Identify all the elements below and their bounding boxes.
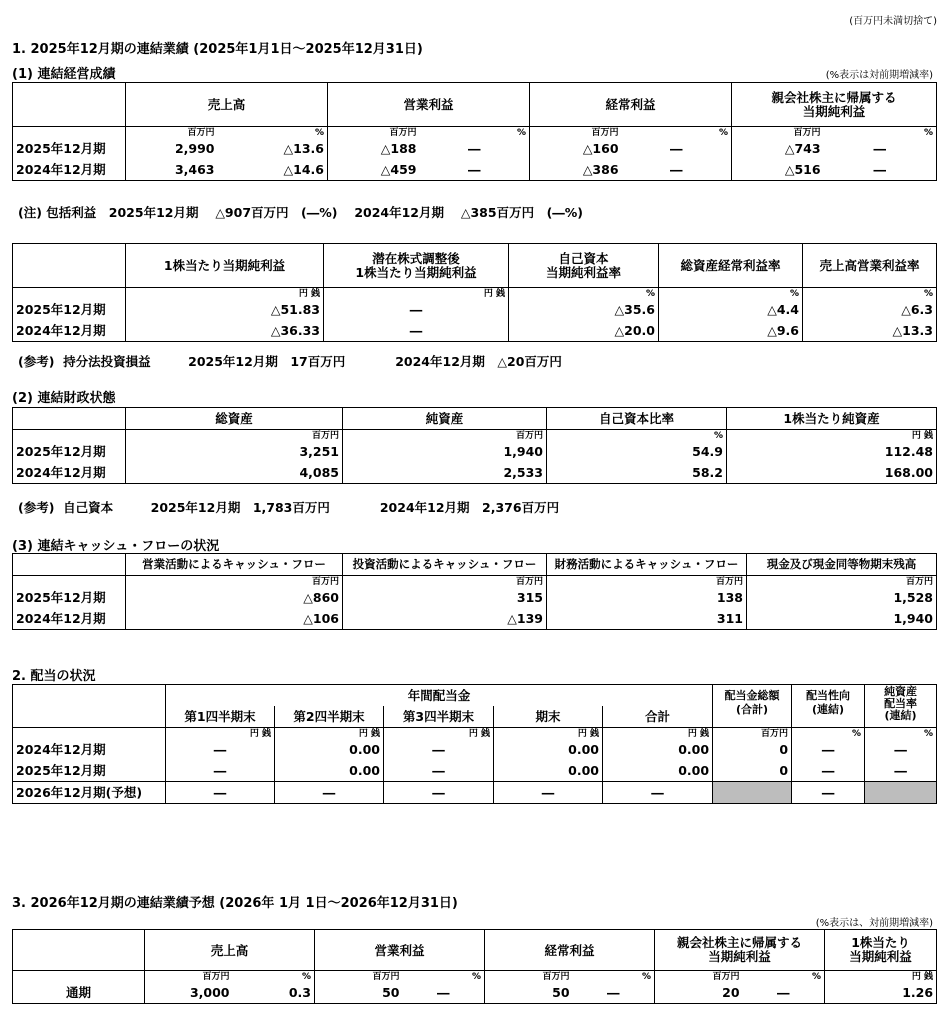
unit: 百万円	[126, 430, 343, 442]
cell: △160	[530, 138, 622, 159]
header-q1: 第1四半期末	[166, 706, 275, 728]
header-payout-ratio: 配当性向 (連結)	[792, 685, 865, 728]
unit: 百万円	[655, 971, 743, 983]
unit: 百万円	[328, 127, 420, 139]
unit: %	[622, 127, 732, 139]
header-roa: 総資産経常利益率	[659, 244, 803, 288]
header-financing-cf: 財務活動によるキャッシュ・フロー	[547, 554, 747, 576]
unit: %	[824, 127, 937, 139]
row-label: 2025年12月期	[13, 441, 126, 462]
unit: %	[218, 127, 328, 139]
table-row	[13, 982, 937, 1004]
cell: ―	[622, 159, 732, 181]
unit: %	[573, 971, 655, 983]
unit: 円 銭	[727, 430, 937, 442]
cell: △860	[126, 587, 343, 608]
unit: 百万円	[732, 127, 824, 139]
unit: %	[509, 288, 659, 300]
cell-shaded	[713, 782, 792, 804]
cell: 2,990	[126, 138, 218, 159]
cell: 0	[713, 739, 792, 760]
cell: 2,533	[343, 462, 547, 484]
corner-cell	[13, 83, 126, 127]
header-cash-balance: 現金及び現金同等物期末残高	[747, 554, 937, 576]
cell: 3,251	[126, 441, 343, 462]
unit: %	[659, 288, 803, 300]
header-operating-income: 営業利益	[315, 930, 485, 971]
cell: △36.33	[126, 320, 324, 342]
cell: 1,940	[343, 441, 547, 462]
table-row	[13, 608, 937, 630]
cell: 0.3	[233, 982, 315, 1004]
cell: ―	[743, 982, 825, 1004]
table-row	[13, 159, 937, 181]
header-annual-dividend: 年間配当金	[166, 685, 713, 707]
cell: 0	[713, 760, 792, 782]
header-operating-income: 営業利益	[328, 83, 530, 127]
header-sales: 売上高	[145, 930, 315, 971]
cell: ―	[420, 159, 530, 181]
cell: ―	[420, 138, 530, 159]
cell: △35.6	[509, 299, 659, 320]
cell: 315	[343, 587, 547, 608]
header-eps: 1株当たり 当期純利益	[825, 930, 937, 971]
cell: 54.9	[547, 441, 727, 462]
header-eps: 1株当たり当期純利益	[126, 244, 324, 288]
unit: 円 銭	[275, 728, 384, 740]
header-net-income: 親会社株主に帰属する 当期純利益	[655, 930, 825, 971]
header-diluted-eps: 潜在株式調整後 1株当たり当期純利益	[324, 244, 509, 288]
cell: 3,000	[145, 982, 233, 1004]
header-sales: 売上高	[126, 83, 328, 127]
unit: 百万円	[747, 576, 937, 588]
table-row	[13, 138, 937, 159]
header-ordinary-income: 経常利益	[485, 930, 655, 971]
cell: ―	[865, 760, 937, 782]
cell: △13.3	[803, 320, 937, 342]
section-1-1-title: (1) 連結経営成績	[12, 67, 116, 82]
header-q3: 第3四半期末	[384, 706, 494, 728]
unit: 百万円	[485, 971, 573, 983]
forecast-table	[12, 929, 937, 1004]
cell: ―	[384, 739, 494, 760]
comprehensive-income-note: (注) 包括利益 2025年12月期 △907百万円 (―%) 2024年12月期 △385百万円 (―%)	[18, 205, 584, 220]
cell: △106	[126, 608, 343, 630]
unit: 円 銭	[126, 288, 324, 300]
per-share-table	[12, 243, 937, 342]
unit: 百万円	[343, 576, 547, 588]
unit: 百万円	[315, 971, 403, 983]
cell: △743	[732, 138, 824, 159]
cell: 3,463	[126, 159, 218, 181]
section-1-3-title: (3) 連結キャッシュ・フローの状況	[12, 539, 220, 554]
row-label: 2024年12月期	[13, 608, 126, 630]
cell: 58.2	[547, 462, 727, 484]
cell: 50	[485, 982, 573, 1004]
table-row	[13, 739, 937, 760]
unit: 円 銭	[324, 288, 509, 300]
cell: △6.3	[803, 299, 937, 320]
header-ordinary-income: 経常利益	[530, 83, 732, 127]
row-label: 2025年12月期	[13, 299, 126, 320]
corner-cell	[13, 244, 126, 288]
header-equity-ratio: 自己資本比率	[547, 408, 727, 430]
unit: %	[803, 288, 937, 300]
unit: 円 銭	[494, 728, 603, 740]
cell: △459	[328, 159, 420, 181]
financial-position-table	[12, 407, 937, 484]
header-total-dividend: 配当金総額 (合計)	[713, 685, 792, 728]
corner-cell	[13, 930, 145, 971]
header-investing-cf: 投資活動によるキャッシュ・フロー	[343, 554, 547, 576]
cell: 50	[315, 982, 403, 1004]
section-2-title: 2. 配当の状況	[12, 669, 96, 684]
header-doe: 純資産 配当率 (連結)	[865, 685, 937, 728]
unit: 円 銭	[825, 971, 937, 983]
unit: 円 銭	[166, 728, 275, 740]
header-roe: 自己資本 当期純利益率	[509, 244, 659, 288]
cell: 0.00	[494, 739, 603, 760]
unit: %	[420, 127, 530, 139]
cell: △4.4	[659, 299, 803, 320]
corner-cell	[13, 685, 166, 728]
section-1-2-title: (2) 連結財政状態	[12, 391, 116, 406]
cell: 4,085	[126, 462, 343, 484]
cell: ―	[573, 982, 655, 1004]
header-operating-margin: 売上高営業利益率	[803, 244, 937, 288]
cell: ―	[824, 159, 937, 181]
unit: %	[792, 728, 865, 740]
cell: 112.48	[727, 441, 937, 462]
cell: ―	[792, 760, 865, 782]
row-label: 2025年12月期	[13, 587, 126, 608]
cell: 1.26	[825, 982, 937, 1004]
unit: %	[865, 728, 937, 740]
unit: %	[233, 971, 315, 983]
cell: ―	[324, 299, 509, 320]
unit: 百万円	[713, 728, 792, 740]
row-label: 2026年12月期(予想)	[13, 782, 166, 804]
unit: 円 銭	[603, 728, 713, 740]
header-total-assets: 総資産	[126, 408, 343, 430]
cell: △516	[732, 159, 824, 181]
cell: ―	[792, 739, 865, 760]
cell: ―	[166, 782, 275, 804]
header-net-income: 親会社株主に帰属する 当期純利益	[732, 83, 937, 127]
cell: △188	[328, 138, 420, 159]
row-label: 2024年12月期	[13, 320, 126, 342]
row-label: 2024年12月期	[13, 462, 126, 484]
unit-note: (百万円未満切捨て)	[849, 16, 937, 27]
cell: ―	[324, 320, 509, 342]
unit: 円 銭	[384, 728, 494, 740]
cell: 0.00	[275, 760, 384, 782]
cell: 168.00	[727, 462, 937, 484]
row-label: 通期	[13, 982, 145, 1004]
row-label: 2025年12月期	[13, 138, 126, 159]
equity-method-note: (参考) 持分法投資損益 2025年12月期 17百万円 2024年12月期 △20百万円	[18, 354, 562, 369]
row-label: 2024年12月期	[13, 739, 166, 760]
table-row	[13, 587, 937, 608]
cell: 0.00	[603, 739, 713, 760]
section-1-title: 1. 2025年12月期の連結業績 (2025年1月1日〜2025年12月31日)	[12, 42, 423, 57]
cell: △14.6	[218, 159, 328, 181]
header-bps: 1株当たり純資産	[727, 408, 937, 430]
row-label: 2024年12月期	[13, 159, 126, 181]
cell: 0.00	[494, 760, 603, 782]
row-label: 2025年12月期	[13, 760, 166, 782]
header-year-end: 期末	[494, 706, 603, 728]
cell: ―	[824, 138, 937, 159]
table-row	[13, 441, 937, 462]
cell: ―	[865, 739, 937, 760]
unit: 百万円	[547, 576, 747, 588]
equity-note: (参考) 自己資本 2025年12月期 1,783百万円 2024年12月期 2,376百万円	[18, 500, 560, 515]
cell: ―	[792, 782, 865, 804]
corner-cell	[13, 408, 126, 430]
cell-shaded	[865, 782, 937, 804]
unit: %	[743, 971, 825, 983]
table-row	[13, 462, 937, 484]
cell: △20.0	[509, 320, 659, 342]
header-operating-cf: 営業活動によるキャッシュ・フロー	[126, 554, 343, 576]
corner-cell	[13, 554, 126, 576]
table-row	[13, 320, 937, 342]
cell: 0.00	[603, 760, 713, 782]
table-row	[13, 299, 937, 320]
cell: △386	[530, 159, 622, 181]
header-net-assets: 純資産	[343, 408, 547, 430]
cell: 138	[547, 587, 747, 608]
cell: ―	[403, 982, 485, 1004]
cell: ―	[166, 739, 275, 760]
cell: 1,940	[747, 608, 937, 630]
cell: ―	[603, 782, 713, 804]
cell: ―	[384, 760, 494, 782]
cell: ―	[384, 782, 494, 804]
table-row	[13, 760, 937, 782]
unit: %	[403, 971, 485, 983]
cash-flow-table	[12, 553, 937, 630]
cell: 1,528	[747, 587, 937, 608]
table-row-forecast	[13, 782, 937, 804]
cell: ―	[275, 782, 384, 804]
dividend-table	[12, 684, 937, 804]
unit: 百万円	[126, 576, 343, 588]
header-q2: 第2四半期末	[275, 706, 384, 728]
cell: △9.6	[659, 320, 803, 342]
pct-note: (%表示は対前期増減率)	[825, 70, 933, 81]
forecast-pct-note: (%表示は、対前期増減率)	[815, 918, 933, 929]
unit: %	[547, 430, 727, 442]
operating-results-table	[12, 82, 937, 181]
cell: ―	[622, 138, 732, 159]
cell: ―	[166, 760, 275, 782]
cell: ―	[494, 782, 603, 804]
section-3-title: 3. 2026年12月期の連結業績予想 (2026年 1月 1日〜2026年12月31日)	[12, 896, 458, 911]
cell: △139	[343, 608, 547, 630]
header-total: 合計	[603, 706, 713, 728]
cell: △51.83	[126, 299, 324, 320]
cell: △13.6	[218, 138, 328, 159]
unit: 百万円	[343, 430, 547, 442]
unit: 百万円	[145, 971, 233, 983]
cell: 20	[655, 982, 743, 1004]
unit: 百万円	[530, 127, 622, 139]
unit: 百万円	[126, 127, 218, 139]
cell: 311	[547, 608, 747, 630]
cell: 0.00	[275, 739, 384, 760]
